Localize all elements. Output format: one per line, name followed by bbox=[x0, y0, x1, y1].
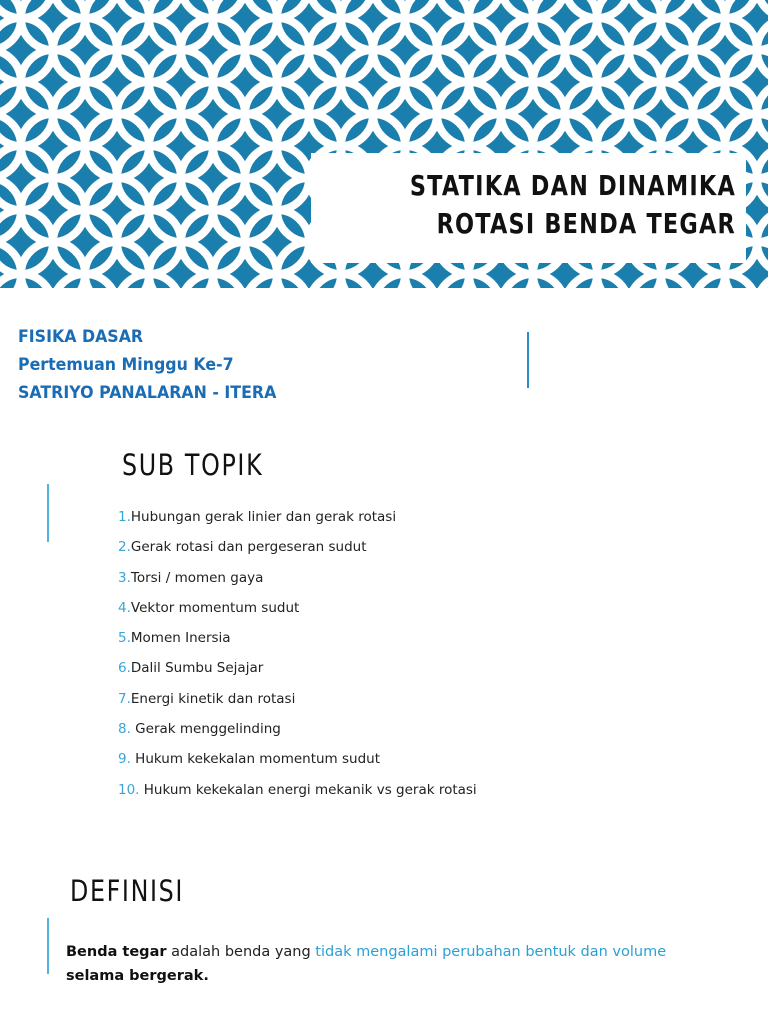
list-text: Momen Inersia bbox=[130, 630, 231, 647]
subtopik-slide bbox=[0, 432, 768, 844]
list-text: Gerak rotasi dan pergeseran sudut bbox=[130, 539, 367, 556]
definition-highlight: tidak mengalami perubahan bentuk dan volume bbox=[315, 944, 667, 960]
definition-text: adalah benda yang bbox=[166, 944, 316, 960]
list-text: Dalil Sumbu Sejajar bbox=[130, 660, 264, 677]
slide-title-line-2: ROTASI BENDA TEGAR bbox=[436, 207, 736, 240]
list-item bbox=[118, 688, 477, 718]
course-name: FISIKA DASAR bbox=[18, 327, 144, 347]
accent-bar bbox=[47, 918, 49, 974]
list-item bbox=[118, 718, 477, 748]
list-number: 7. bbox=[118, 690, 131, 707]
definisi-slide bbox=[0, 844, 768, 1024]
list-item bbox=[118, 506, 477, 536]
list-item bbox=[118, 597, 477, 627]
list-item bbox=[118, 627, 477, 657]
list-item bbox=[118, 779, 477, 809]
meeting-label: Pertemuan Minggu Ke-7 bbox=[18, 355, 234, 375]
definisi-heading: DEFINISI bbox=[70, 874, 185, 908]
title-slide bbox=[0, 0, 768, 432]
subtitle-block bbox=[18, 323, 296, 407]
list-number: 6. bbox=[118, 660, 131, 677]
list-number: 2. bbox=[118, 539, 131, 556]
list-text: Torsi / momen gaya bbox=[130, 569, 264, 586]
list-number: 9. bbox=[118, 751, 136, 768]
list-text: Hukum kekekalan momentum sudut bbox=[135, 751, 381, 768]
list-item bbox=[118, 657, 477, 687]
list-text: Gerak menggelinding bbox=[135, 721, 281, 738]
author-label: SATRIYO PANALARAN - ITERA bbox=[18, 383, 277, 403]
subtopik-list bbox=[118, 506, 477, 809]
definition-paragraph bbox=[66, 940, 716, 988]
list-number: 10. bbox=[118, 781, 144, 798]
list-number: 4. bbox=[118, 599, 131, 616]
slide-title-line-1: STATIKA DAN DINAMIKA bbox=[409, 169, 736, 202]
subtopik-heading: SUB TOPIK bbox=[122, 448, 264, 482]
definition-text-line-2: selama bergerak. bbox=[66, 968, 209, 984]
list-item bbox=[118, 567, 477, 597]
title-box bbox=[311, 153, 746, 263]
list-number: 8. bbox=[118, 721, 136, 738]
list-item bbox=[118, 748, 477, 778]
definition-term: Benda tegar bbox=[66, 944, 167, 960]
accent-bar bbox=[47, 484, 49, 542]
list-text: Hukum kekekalan energi mekanik vs gerak rotasi bbox=[143, 781, 477, 798]
list-item bbox=[118, 536, 477, 566]
list-number: 1. bbox=[118, 509, 131, 525]
vertical-divider bbox=[527, 332, 529, 388]
list-number: 5. bbox=[118, 630, 131, 647]
list-number: 3. bbox=[118, 569, 131, 586]
list-text: Hubungan gerak linier dan gerak rotasi bbox=[130, 509, 397, 525]
list-text: Energi kinetik dan rotasi bbox=[130, 690, 296, 707]
list-text: Vektor momentum sudut bbox=[130, 599, 300, 616]
